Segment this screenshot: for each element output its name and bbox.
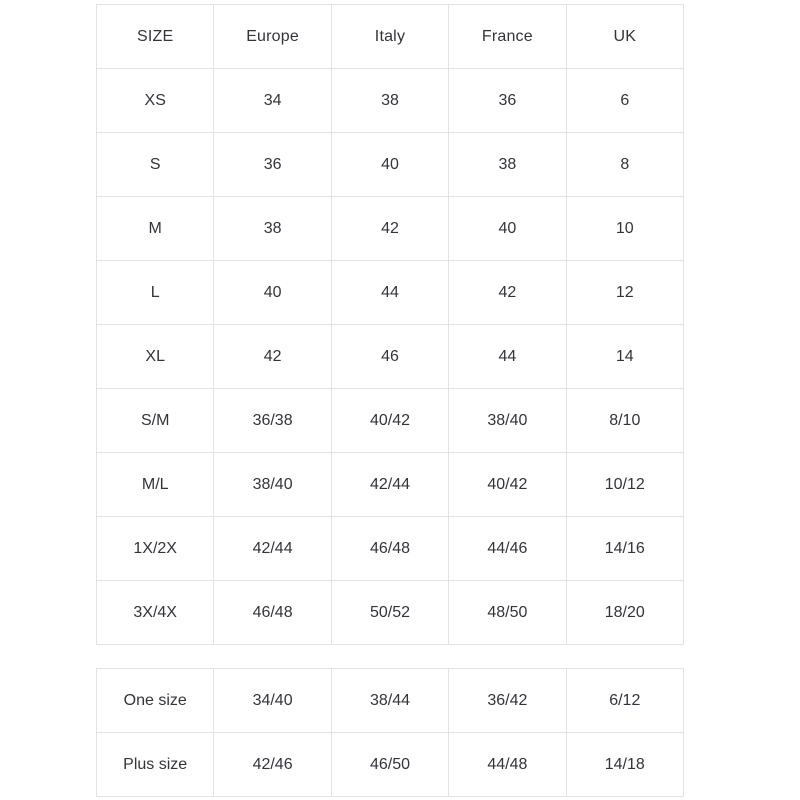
table-header-row xyxy=(97,5,684,69)
cell-france: 48/50 xyxy=(449,581,566,645)
table-row xyxy=(97,389,684,453)
size-chart-table xyxy=(96,4,684,645)
cell-france: 38 xyxy=(449,133,566,197)
cell-france: 44/48 xyxy=(449,733,566,797)
table-row xyxy=(97,261,684,325)
cell-uk: 14/18 xyxy=(566,733,683,797)
column-header-size: SIZE xyxy=(97,5,214,69)
table-row xyxy=(97,581,684,645)
cell-europe: 38 xyxy=(214,197,331,261)
cell-italy: 46 xyxy=(331,325,448,389)
column-header-italy: Italy xyxy=(331,5,448,69)
secondary-size-chart xyxy=(96,668,684,797)
table-header xyxy=(97,5,684,69)
cell-italy: 40/42 xyxy=(331,389,448,453)
cell-europe: 38/40 xyxy=(214,453,331,517)
cell-uk: 10/12 xyxy=(566,453,683,517)
table-row xyxy=(97,517,684,581)
cell-europe: 42/46 xyxy=(214,733,331,797)
cell-france: 40/42 xyxy=(449,453,566,517)
table-row xyxy=(97,733,684,797)
cell-france: 40 xyxy=(449,197,566,261)
table-row xyxy=(97,69,684,133)
table-body xyxy=(97,69,684,645)
cell-uk: 12 xyxy=(566,261,683,325)
cell-uk: 18/20 xyxy=(566,581,683,645)
cell-uk: 6/12 xyxy=(566,669,683,733)
row-label: XS xyxy=(97,69,214,133)
cell-france: 42 xyxy=(449,261,566,325)
cell-france: 44/46 xyxy=(449,517,566,581)
cell-italy: 42 xyxy=(331,197,448,261)
table-row xyxy=(97,453,684,517)
cell-europe: 46/48 xyxy=(214,581,331,645)
cell-europe: 42 xyxy=(214,325,331,389)
cell-italy: 42/44 xyxy=(331,453,448,517)
cell-italy: 38/44 xyxy=(331,669,448,733)
cell-italy: 46/48 xyxy=(331,517,448,581)
row-label: 1X/2X xyxy=(97,517,214,581)
cell-france: 38/40 xyxy=(449,389,566,453)
cell-europe: 40 xyxy=(214,261,331,325)
main-size-chart xyxy=(96,4,684,645)
cell-europe: 36 xyxy=(214,133,331,197)
column-header-uk: UK xyxy=(566,5,683,69)
cell-uk: 8/10 xyxy=(566,389,683,453)
cell-italy: 50/52 xyxy=(331,581,448,645)
row-label: S/M xyxy=(97,389,214,453)
table-row xyxy=(97,133,684,197)
table-row xyxy=(97,669,684,733)
cell-france: 44 xyxy=(449,325,566,389)
table-row xyxy=(97,197,684,261)
cell-uk: 6 xyxy=(566,69,683,133)
row-label: L xyxy=(97,261,214,325)
cell-europe: 36/38 xyxy=(214,389,331,453)
cell-italy: 44 xyxy=(331,261,448,325)
table-body xyxy=(97,669,684,797)
cell-italy: 38 xyxy=(331,69,448,133)
row-label: M/L xyxy=(97,453,214,517)
cell-france: 36/42 xyxy=(449,669,566,733)
cell-uk: 8 xyxy=(566,133,683,197)
row-label: M xyxy=(97,197,214,261)
cell-italy: 46/50 xyxy=(331,733,448,797)
row-label: XL xyxy=(97,325,214,389)
row-label: 3X/4X xyxy=(97,581,214,645)
table-row xyxy=(97,325,684,389)
cell-europe: 34/40 xyxy=(214,669,331,733)
column-header-france: France xyxy=(449,5,566,69)
row-label: S xyxy=(97,133,214,197)
cell-france: 36 xyxy=(449,69,566,133)
cell-uk: 10 xyxy=(566,197,683,261)
column-header-europe: Europe xyxy=(214,5,331,69)
size-chart-table-secondary xyxy=(96,668,684,797)
cell-italy: 40 xyxy=(331,133,448,197)
row-label-plus-size: Plus size xyxy=(97,733,214,797)
cell-uk: 14/16 xyxy=(566,517,683,581)
cell-europe: 42/44 xyxy=(214,517,331,581)
cell-uk: 14 xyxy=(566,325,683,389)
row-label-one-size: One size xyxy=(97,669,214,733)
cell-europe: 34 xyxy=(214,69,331,133)
